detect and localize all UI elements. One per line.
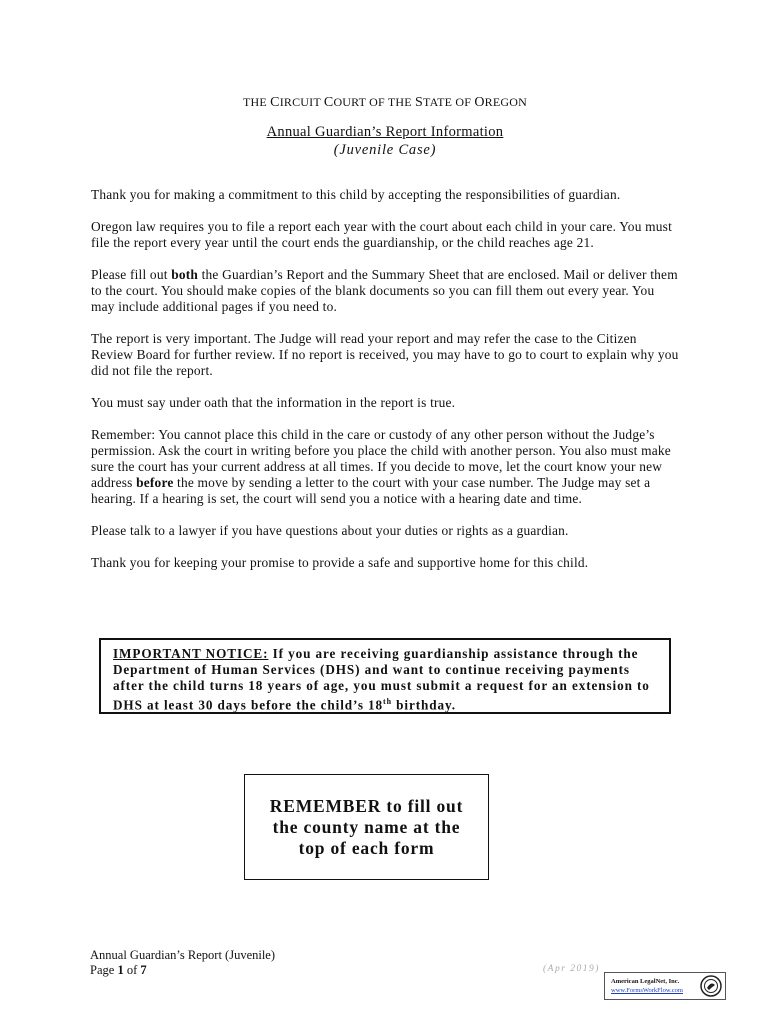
- notice-label: IMPORTANT NOTICE:: [113, 646, 269, 661]
- revision-date: (Apr 2019): [543, 964, 600, 974]
- paragraph-lawyer: Please talk to a lawyer if you have questions about your duties or rights as a guardian.: [91, 523, 569, 538]
- document-body: [91, 187, 681, 587]
- remember-line-3: top of each form: [298, 837, 435, 858]
- notice-text: If you are receiving guardianship assistance through the Department of Human Services (DHS) and want to continue receiving payments after the child turns 18 years of age, you must submit a request for an extension to DHS at least 30 days before the child’s 18: [113, 646, 650, 713]
- footer-form-name: Annual Guardian’s Report (Juvenile): [90, 948, 276, 962]
- paragraph-thanks: Thank you for making a commitment to this child by accepting the responsibilities of guardian.: [91, 187, 621, 202]
- remember-line-2: the county name at the: [272, 816, 461, 837]
- document-title: Annual Guardian’s Report Information: [266, 124, 504, 140]
- logo-name: American LegalNet, Inc.: [611, 978, 680, 985]
- remember-box: [244, 774, 489, 880]
- paragraph-oath: You must say under oath that the information in the report is true.: [91, 395, 456, 410]
- paragraph-importance: The report is very important. The Judge will read your report and may refer the case to the Citizen Review Board for further review. If no report is received, you may have to go to court to explain why you did not file the report.: [91, 331, 679, 378]
- logo-url[interactable]: www.FormsWorkFlow.com: [611, 987, 683, 994]
- important-notice-box: IMPORTANT NOTICE: If you are receiving guardianship assistance through the Department of Human Services (DHS) and want to continue receiving payments after the child turns 18 years of age, you must submit a request for an extension to DHS at least 30 days before the child’s 18th birthday.: [99, 638, 671, 714]
- footer-page-number: Page 1 of 7: [90, 963, 147, 977]
- document-subtitle: (Juvenile Case): [333, 142, 437, 158]
- court-heading: THE CIRCUIT COURT OF THE STATE OF OREGON: [243, 95, 527, 110]
- paragraph-fill-out: Please fill out both the Guardian’s Report and the Summary Sheet that are enclosed. Mail or deliver them to the court. You should make copies of the blank documents so you can fill them out every year. You may include additional pages if you need to.: [91, 267, 678, 314]
- seal-icon: [700, 975, 722, 997]
- remember-line-1: REMEMBER to fill out: [269, 795, 464, 816]
- page-footer: [90, 948, 275, 978]
- paragraph-promise: Thank you for keeping your promise to provide a safe and supportive home for this child.: [91, 555, 589, 570]
- paragraph-law: Oregon law requires you to file a report each year with the court about each child in your care. You must file the report every year until the court ends the guardianship, or the child reaches age 21.: [91, 219, 672, 250]
- paragraph-remember: Remember: You cannot place this child in the care or custody of any other person without the Judge’s permission. Ask the court in writing before you place the child with another person. You also must make sure the court has your current address at all times. If you decide to move, let the court know your new address before the move by sending a letter to the court with your case number. The Judge may set a hearing. If a hearing is set, the court will send you a notice with a hearing date and time.: [91, 427, 671, 506]
- legalnet-logo[interactable]: [604, 972, 726, 1000]
